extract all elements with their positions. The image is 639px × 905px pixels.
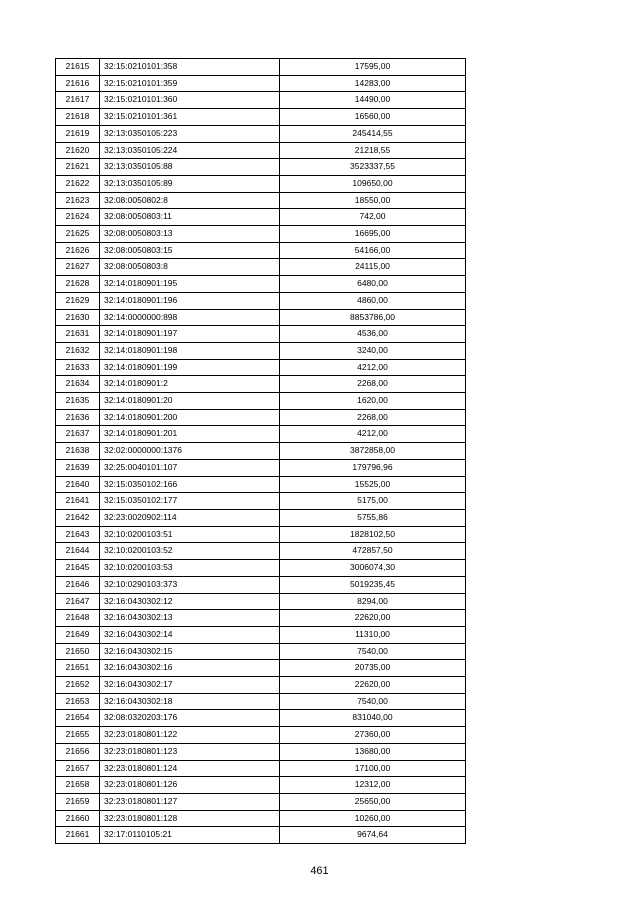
cadastral-number-cell: 32:23:0180801:127 — [100, 793, 280, 810]
value-cell: 20735,00 — [280, 660, 466, 677]
cadastral-number-cell: 32:10:0200103:51 — [100, 526, 280, 543]
table-row — [56, 760, 466, 777]
row-number-cell: 21656 — [56, 743, 100, 760]
cadastral-number-cell: 32:23:0180801:128 — [100, 810, 280, 827]
value-cell: 831040,00 — [280, 710, 466, 727]
row-number-cell: 21659 — [56, 793, 100, 810]
cadastral-number-cell: 32:15:0210101:358 — [100, 59, 280, 76]
value-cell: 4212,00 — [280, 426, 466, 443]
value-cell: 22620,00 — [280, 677, 466, 694]
value-cell: 6480,00 — [280, 276, 466, 293]
cadastral-number-cell: 32:15:0210101:360 — [100, 92, 280, 109]
cadastral-number-cell: 32:14:0180901:196 — [100, 292, 280, 309]
value-cell: 2268,00 — [280, 409, 466, 426]
table-row — [56, 626, 466, 643]
value-cell: 4536,00 — [280, 326, 466, 343]
row-number-cell: 21625 — [56, 226, 100, 243]
value-cell: 2268,00 — [280, 376, 466, 393]
table-row — [56, 493, 466, 510]
cadastral-number-cell: 32:14:0180901:198 — [100, 342, 280, 359]
table-row — [56, 509, 466, 526]
value-cell: 54166,00 — [280, 242, 466, 259]
row-number-cell: 21652 — [56, 677, 100, 694]
row-number-cell: 21627 — [56, 259, 100, 276]
table-body — [56, 59, 466, 844]
row-number-cell: 21635 — [56, 393, 100, 410]
cadastral-number-cell: 32:15:0350102:177 — [100, 493, 280, 510]
table-row — [56, 660, 466, 677]
value-cell: 3006074,30 — [280, 560, 466, 577]
row-number-cell: 21643 — [56, 526, 100, 543]
value-cell: 14490,00 — [280, 92, 466, 109]
value-cell: 7540,00 — [280, 643, 466, 660]
row-number-cell: 21654 — [56, 710, 100, 727]
cadastral-number-cell: 32:16:0430302:15 — [100, 643, 280, 660]
cadastral-number-cell: 32:14:0180901:200 — [100, 409, 280, 426]
value-cell: 17100,00 — [280, 760, 466, 777]
value-cell: 22620,00 — [280, 610, 466, 627]
cadastral-number-cell: 32:15:0210101:361 — [100, 109, 280, 126]
row-number-cell: 21624 — [56, 209, 100, 226]
row-number-cell: 21623 — [56, 192, 100, 209]
value-cell: 109650,00 — [280, 175, 466, 192]
cadastral-number-cell: 32:16:0430302:13 — [100, 610, 280, 627]
cadastral-number-cell: 32:10:0200103:52 — [100, 543, 280, 560]
value-cell: 7540,00 — [280, 693, 466, 710]
table-row — [56, 125, 466, 142]
row-number-cell: 21657 — [56, 760, 100, 777]
table-row — [56, 543, 466, 560]
table-row — [56, 727, 466, 744]
cadastral-number-cell: 32:13:0350105:89 — [100, 175, 280, 192]
table-row — [56, 476, 466, 493]
page-number: 461 — [310, 865, 329, 877]
table-row — [56, 209, 466, 226]
table-row — [56, 827, 466, 844]
cadastral-number-cell: 32:14:0180901:199 — [100, 359, 280, 376]
table-row — [56, 576, 466, 593]
cadastral-number-cell: 32:16:0430302:17 — [100, 677, 280, 694]
value-cell: 16695,00 — [280, 226, 466, 243]
value-cell: 11310,00 — [280, 626, 466, 643]
data-table — [55, 58, 466, 844]
table-row — [56, 443, 466, 460]
table-row — [56, 810, 466, 827]
cadastral-number-cell: 32:23:0180801:126 — [100, 777, 280, 794]
cadastral-number-cell: 32:23:0180801:122 — [100, 727, 280, 744]
cadastral-number-cell: 32:08:0050803:15 — [100, 242, 280, 259]
value-cell: 17595,00 — [280, 59, 466, 76]
table-row — [56, 426, 466, 443]
cadastral-number-cell: 32:15:0210101:359 — [100, 75, 280, 92]
row-number-cell: 21651 — [56, 660, 100, 677]
value-cell: 742,00 — [280, 209, 466, 226]
cadastral-number-cell: 32:14:0180901:2 — [100, 376, 280, 393]
table-row — [56, 326, 466, 343]
table-row — [56, 142, 466, 159]
value-cell: 472857,50 — [280, 543, 466, 560]
row-number-cell: 21653 — [56, 693, 100, 710]
table-row — [56, 677, 466, 694]
row-number-cell: 21650 — [56, 643, 100, 660]
cadastral-number-cell: 32:16:0430302:12 — [100, 593, 280, 610]
table-row — [56, 793, 466, 810]
row-number-cell: 21648 — [56, 610, 100, 627]
cadastral-number-cell: 32:13:0350105:223 — [100, 125, 280, 142]
value-cell: 1828102,50 — [280, 526, 466, 543]
table-row — [56, 59, 466, 76]
value-cell: 3872858,00 — [280, 443, 466, 460]
value-cell: 1620,00 — [280, 393, 466, 410]
value-cell: 10260,00 — [280, 810, 466, 827]
cadastral-number-cell: 32:08:0050802:8 — [100, 192, 280, 209]
cadastral-number-cell: 32:23:0180801:124 — [100, 760, 280, 777]
row-number-cell: 21616 — [56, 75, 100, 92]
row-number-cell: 21617 — [56, 92, 100, 109]
value-cell: 5019235,45 — [280, 576, 466, 593]
row-number-cell: 21649 — [56, 626, 100, 643]
value-cell: 9674,64 — [280, 827, 466, 844]
cadastral-number-cell: 32:17:0110105:21 — [100, 827, 280, 844]
row-number-cell: 21622 — [56, 175, 100, 192]
value-cell: 4212,00 — [280, 359, 466, 376]
row-number-cell: 21658 — [56, 777, 100, 794]
table-row — [56, 643, 466, 660]
row-number-cell: 21640 — [56, 476, 100, 493]
cadastral-number-cell: 32:16:0430302:18 — [100, 693, 280, 710]
row-number-cell: 21631 — [56, 326, 100, 343]
table-row — [56, 342, 466, 359]
row-number-cell: 21639 — [56, 459, 100, 476]
table-row — [56, 259, 466, 276]
row-number-cell: 21615 — [56, 59, 100, 76]
cadastral-number-cell: 32:16:0430302:14 — [100, 626, 280, 643]
cadastral-number-cell: 32:08:0050803:8 — [100, 259, 280, 276]
row-number-cell: 21630 — [56, 309, 100, 326]
value-cell: 24115,00 — [280, 259, 466, 276]
table-row — [56, 593, 466, 610]
table-row — [56, 459, 466, 476]
table-row — [56, 242, 466, 259]
value-cell: 3523337,55 — [280, 159, 466, 176]
cadastral-number-cell: 32:14:0180901:20 — [100, 393, 280, 410]
value-cell: 245414,55 — [280, 125, 466, 142]
row-number-cell: 21645 — [56, 560, 100, 577]
value-cell: 18550,00 — [280, 192, 466, 209]
row-number-cell: 21661 — [56, 827, 100, 844]
value-cell: 12312,00 — [280, 777, 466, 794]
row-number-cell: 21636 — [56, 409, 100, 426]
row-number-cell: 21642 — [56, 509, 100, 526]
value-cell: 15525,00 — [280, 476, 466, 493]
value-cell: 5175,00 — [280, 493, 466, 510]
cadastral-number-cell: 32:08:0320203:176 — [100, 710, 280, 727]
row-number-cell: 21633 — [56, 359, 100, 376]
row-number-cell: 21628 — [56, 276, 100, 293]
table-row — [56, 710, 466, 727]
row-number-cell: 21619 — [56, 125, 100, 142]
cadastral-number-cell: 32:15:0350102:166 — [100, 476, 280, 493]
row-number-cell: 21655 — [56, 727, 100, 744]
table-row — [56, 92, 466, 109]
row-number-cell: 21632 — [56, 342, 100, 359]
value-cell: 8294,00 — [280, 593, 466, 610]
cadastral-number-cell: 32:10:0200103:53 — [100, 560, 280, 577]
cadastral-number-cell: 32:14:0180901:195 — [100, 276, 280, 293]
table-row — [56, 393, 466, 410]
cadastral-number-cell: 32:10:0290103:373 — [100, 576, 280, 593]
row-number-cell: 21644 — [56, 543, 100, 560]
row-number-cell: 21621 — [56, 159, 100, 176]
row-number-cell: 21637 — [56, 426, 100, 443]
cadastral-number-cell: 32:14:0180901:201 — [100, 426, 280, 443]
cadastral-number-cell: 32:13:0350105:88 — [100, 159, 280, 176]
table-row — [56, 226, 466, 243]
table-row — [56, 175, 466, 192]
cadastral-number-cell: 32:23:0180801:123 — [100, 743, 280, 760]
row-number-cell: 21629 — [56, 292, 100, 309]
table-row — [56, 693, 466, 710]
cadastral-number-cell: 32:23:0020902:114 — [100, 509, 280, 526]
cadastral-number-cell: 32:08:0050803:13 — [100, 226, 280, 243]
table-row — [56, 743, 466, 760]
value-cell: 25650,00 — [280, 793, 466, 810]
value-cell: 8853786,00 — [280, 309, 466, 326]
table-row — [56, 75, 466, 92]
row-number-cell: 21626 — [56, 242, 100, 259]
table-row — [56, 192, 466, 209]
table-row — [56, 610, 466, 627]
table-row — [56, 309, 466, 326]
row-number-cell: 21638 — [56, 443, 100, 460]
table-row — [56, 526, 466, 543]
value-cell: 16560,00 — [280, 109, 466, 126]
table-row — [56, 560, 466, 577]
value-cell: 3240,00 — [280, 342, 466, 359]
value-cell: 13680,00 — [280, 743, 466, 760]
table-row — [56, 409, 466, 426]
row-number-cell: 21618 — [56, 109, 100, 126]
table-row — [56, 276, 466, 293]
value-cell: 5755,86 — [280, 509, 466, 526]
cadastral-number-cell: 32:25:0040101:107 — [100, 459, 280, 476]
cadastral-number-cell: 32:13:0350105:224 — [100, 142, 280, 159]
row-number-cell: 21634 — [56, 376, 100, 393]
value-cell: 21218,55 — [280, 142, 466, 159]
cadastral-number-cell: 32:08:0050803:11 — [100, 209, 280, 226]
table-row — [56, 109, 466, 126]
table-row — [56, 359, 466, 376]
table-row — [56, 376, 466, 393]
row-number-cell: 21647 — [56, 593, 100, 610]
table-row — [56, 159, 466, 176]
row-number-cell: 21620 — [56, 142, 100, 159]
row-number-cell: 21641 — [56, 493, 100, 510]
row-number-cell: 21646 — [56, 576, 100, 593]
cadastral-number-cell: 32:16:0430302:16 — [100, 660, 280, 677]
row-number-cell: 21660 — [56, 810, 100, 827]
value-cell: 4860,00 — [280, 292, 466, 309]
value-cell: 27360,00 — [280, 727, 466, 744]
cadastral-number-cell: 32:14:0000000:898 — [100, 309, 280, 326]
table-row — [56, 292, 466, 309]
value-cell: 179796,96 — [280, 459, 466, 476]
table-row — [56, 777, 466, 794]
value-cell: 14283,00 — [280, 75, 466, 92]
cadastral-number-cell: 32:14:0180901:197 — [100, 326, 280, 343]
cadastral-number-cell: 32:02:0000000:1376 — [100, 443, 280, 460]
